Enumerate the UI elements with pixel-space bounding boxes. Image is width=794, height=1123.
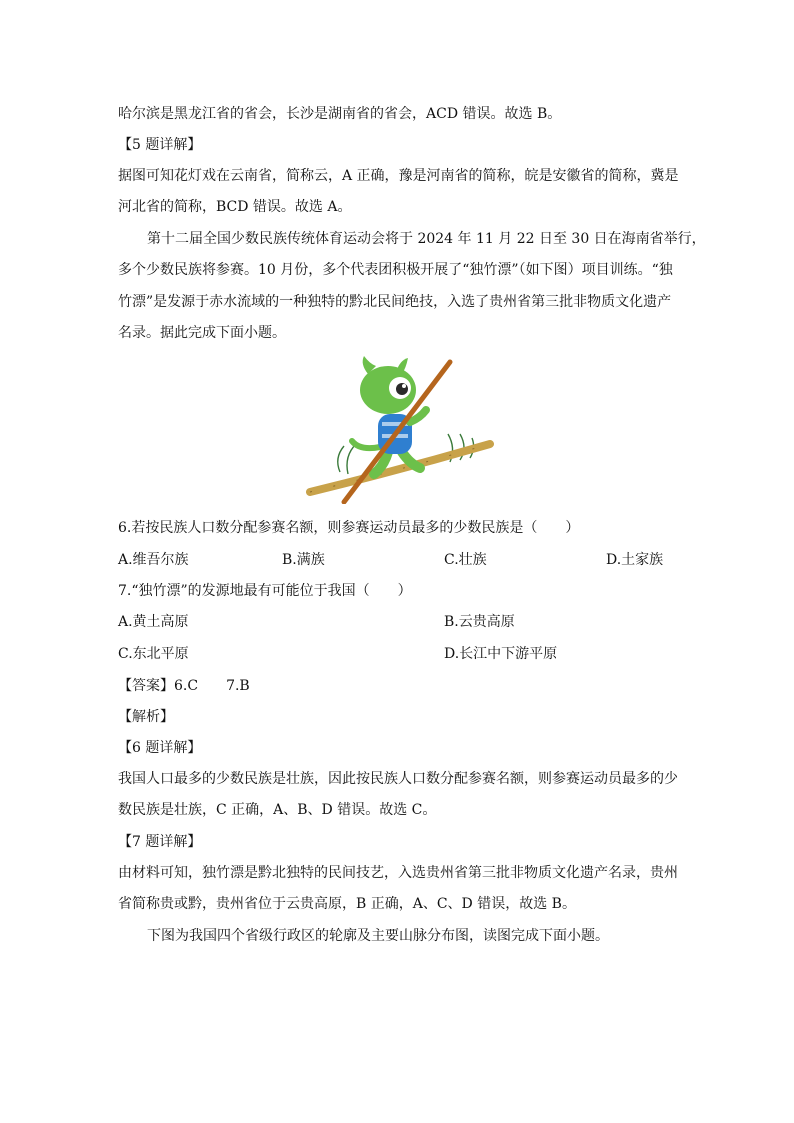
answer-line: 【答案】6.C 7.B (118, 678, 250, 694)
mascot-bamboo-rafting-icon (300, 352, 510, 504)
option-7c: C.东北平原 (118, 646, 189, 662)
option-7b: B.云贵高原 (444, 614, 515, 630)
material-paragraph: 竹漂”是发源于赤水流域的一种独特的黔北民间绝技，入选了贵州省第三批非物质文化遗产 (118, 294, 672, 310)
option-6b: B.满族 (282, 552, 325, 568)
material-paragraph: 多个少数民族将参赛。10 月份，多个代表团积极开展了“独竹漂”（如下图）项目训练。“独 (118, 262, 673, 278)
text-line: 省简称贵或黔，贵州省位于云贵高原，B 正确，A、C、D 错误，故选 B。 (118, 896, 576, 912)
text-line: 河北省的简称，BCD 错误。故选 A。 (118, 199, 352, 215)
text-line: 据图可知花灯戏在云南省，简称云，A 正确，豫是河南省的简称，皖是安徽省的简称，冀是 (118, 168, 679, 184)
text-line: 我国人口最多的少数民族是壮族，因此按民族人口数分配参赛名额，则参赛运动员最多的少 (118, 771, 678, 787)
option-6d: D.土家族 (606, 552, 664, 568)
option-7d: D.长江中下游平原 (444, 646, 558, 662)
text-line: 哈尔滨是黑龙江省的省会，长沙是湖南省的省会，ACD 错误。故选 B。 (118, 106, 562, 122)
material-paragraph: 下图为我国四个省级行政区的轮廓及主要山脉分布图，读图完成下面小题。 (147, 928, 609, 944)
material-paragraph: 第十二届全国少数民族传统体育运动会将于 2024 年 11 月 22 日至 30 日在海南省举行， (147, 231, 706, 247)
question-6: 6.若按民族人口数分配参赛名额，则参赛运动员最多的少数民族是（ ） (118, 520, 580, 536)
section-header-q5: 【5 题详解】 (118, 137, 202, 153)
option-6c: C.壮族 (444, 552, 487, 568)
section-header-q6: 【6 题详解】 (118, 740, 202, 756)
analysis-header: 【解析】 (118, 709, 174, 725)
section-header-q7: 【7 题详解】 (118, 834, 202, 850)
option-6a: A.维吾尔族 (118, 552, 189, 568)
material-paragraph: 名录。据此完成下面小题。 (118, 325, 286, 341)
option-7a: A.黄土高原 (118, 614, 189, 630)
text-line: 数民族是壮族，C 正确，A、B、D 错误。故选 C。 (118, 802, 437, 818)
question-7: 7.“独竹漂”的发源地最有可能位于我国（ ） (118, 583, 412, 599)
text-line: 由材料可知，独竹漂是黔北独特的民间技艺，入选贵州省第三批非物质文化遗产名录，贵州 (118, 865, 678, 881)
